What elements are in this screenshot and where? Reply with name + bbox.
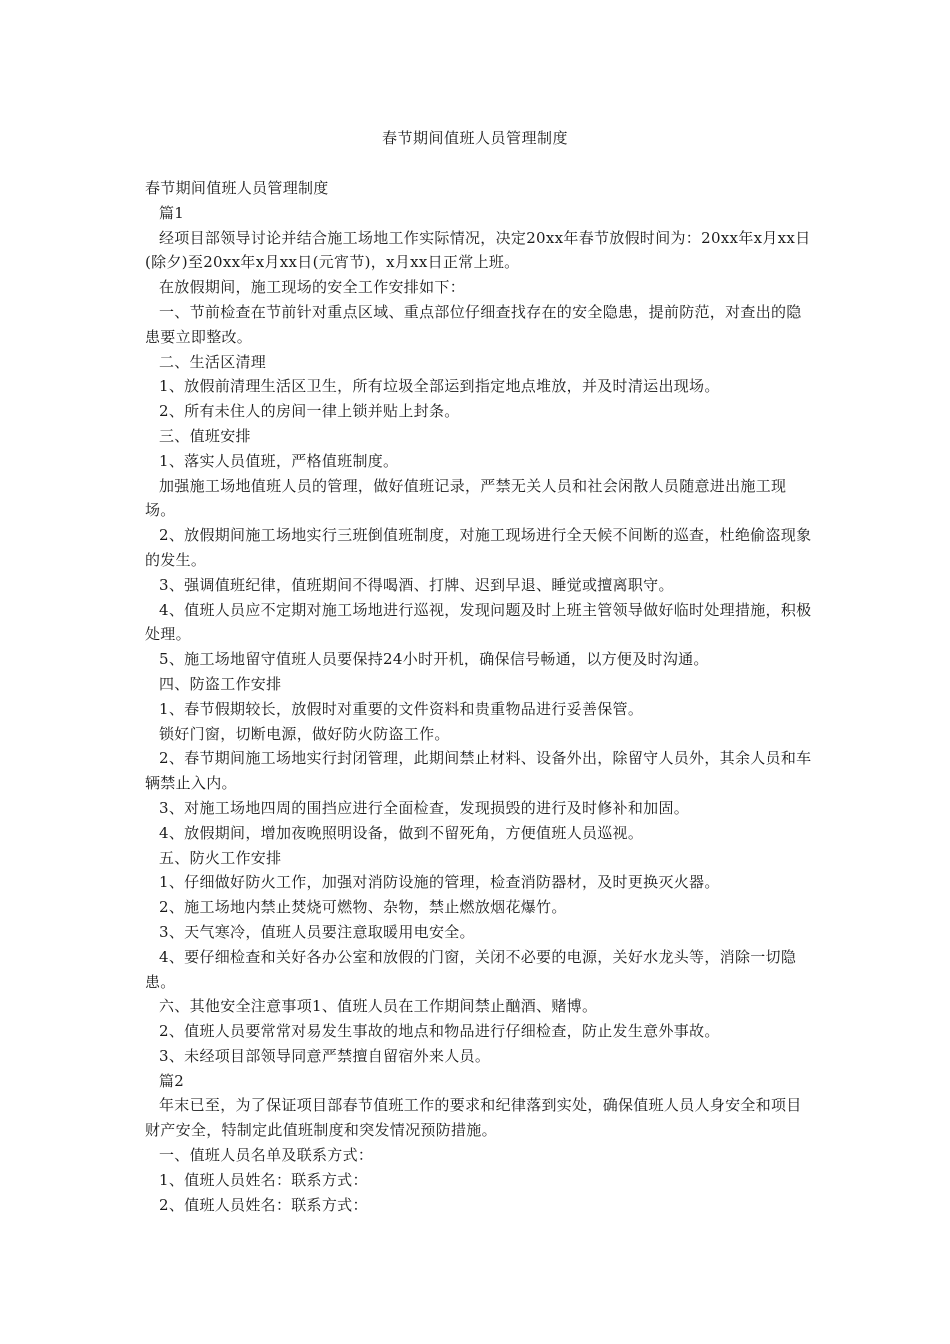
paragraph: 经项目部领导讨论并结合施工场地工作实际情况，决定20xx年春节放假时间为：20xx年x月xx日(除夕)至20xx年x月xx日(元宵节)，x月xx日正常上班。 bbox=[145, 228, 811, 272]
section-heading: 四、防盗工作安排 bbox=[159, 674, 282, 693]
paragraph: 2、值班人员要常常对易发生事故的地点和物品进行仔细检查，防止发生意外事故。 bbox=[159, 1022, 720, 1041]
paragraph: 4、值班人员应不定期对施工场地进行巡视，发现问题及时上班主管领导做好临时处理措施，积极处理。 bbox=[145, 600, 812, 644]
paragraph: 六、其他安全注意事项1、值班人员在工作期间禁止酗酒、赌博。 bbox=[159, 997, 598, 1016]
paragraph: 锁好门窗，切断电源，做好防火防盗工作。 bbox=[159, 724, 450, 743]
section-label-part-1: 篇1 bbox=[159, 203, 185, 222]
paragraph: 1、春节假期较长，放假时对重要的文件资料和贵重物品进行妥善保管。 bbox=[159, 699, 644, 718]
document-body bbox=[145, 176, 813, 1217]
paragraph: 3、强调值班纪律，值班期间不得喝酒、打牌、迟到早退、睡觉或擅离职守。 bbox=[159, 575, 674, 594]
paragraph: 1、落实人员值班，严格值班制度。 bbox=[159, 451, 399, 470]
paragraph: 2、施工场地内禁止焚烧可燃物、杂物，禁止燃放烟花爆竹。 bbox=[159, 898, 567, 917]
document-title: 春节期间值班人员管理制度 bbox=[381, 129, 568, 147]
paragraph: 2、所有未住人的房间一律上锁并贴上封条。 bbox=[159, 402, 460, 421]
section-heading: 一、值班人员名单及联系方式： bbox=[159, 1146, 374, 1165]
paragraph: 4、放假期间，增加夜晚照明设备，做到不留死角，方便值班人员巡视。 bbox=[159, 823, 644, 842]
paragraph: 3、未经项目部领导同意严禁擅自留宿外来人员。 bbox=[159, 1046, 491, 1065]
paragraph: 2、春节期间施工场地实行封闭管理，此期间禁止材料、设备外出，除留守人员外，其余人员和车辆禁止入内。 bbox=[145, 749, 812, 793]
paragraph: 在放假期间，施工现场的安全工作安排如下： bbox=[159, 278, 466, 297]
section-heading: 二、生活区清理 bbox=[159, 352, 267, 371]
paragraph: 年末已至，为了保证项目部春节值班工作的要求和纪律落到实处，确保值班人员人身安全和项目财产安全，特制定此值班制度和突发情况预防措施。 bbox=[145, 1096, 802, 1140]
section-heading: 三、值班安排 bbox=[159, 426, 251, 445]
paragraph: 5、施工场地留守值班人员要保持24小时开机，确保信号畅通，以方便及时沟通。 bbox=[159, 650, 709, 669]
paragraph: 1、放假前清理生活区卫生，所有垃圾全部运到指定地点堆放，并及时清运出现场。 bbox=[159, 377, 720, 396]
paragraph: 3、天气寒冷，值班人员要注意取暖用电安全。 bbox=[159, 922, 475, 941]
paragraph: 2、值班人员姓名：联系方式： bbox=[159, 1195, 368, 1214]
paragraph: 4、要仔细检查和关好各办公室和放假的门窗，关闭不必要的电源，关好水龙头等，消除一切隐患。 bbox=[145, 947, 797, 991]
paragraph: 2、放假期间施工场地实行三班倒值班制度，对施工现场进行全天候不间断的巡查，杜绝偷盗现象的发生。 bbox=[145, 526, 812, 569]
section-heading: 五、防火工作安排 bbox=[159, 848, 282, 867]
body-heading: 春节期间值班人员管理制度 bbox=[145, 179, 329, 197]
paragraph: 3、对施工场地四周的围挡应进行全面检查，发现损毁的进行及时修补和加固。 bbox=[159, 798, 690, 817]
paragraph: 1、仔细做好防火工作，加强对消防设施的管理，检查消防器材，及时更换灭火器。 bbox=[159, 873, 720, 892]
paragraph: 一、节前检查在节前针对重点区域、重点部位仔细查找存在的安全隐患，提前防范，对查出的隐患要立即整改。 bbox=[145, 302, 802, 346]
paragraph: 1、值班人员姓名：联系方式： bbox=[159, 1170, 368, 1189]
section-label-part-2: 篇2 bbox=[159, 1071, 185, 1090]
paragraph: 加强施工场地值班人员的管理，做好值班记录，严禁无关人员和社会闲散人员随意进出施工现场。 bbox=[145, 476, 787, 520]
